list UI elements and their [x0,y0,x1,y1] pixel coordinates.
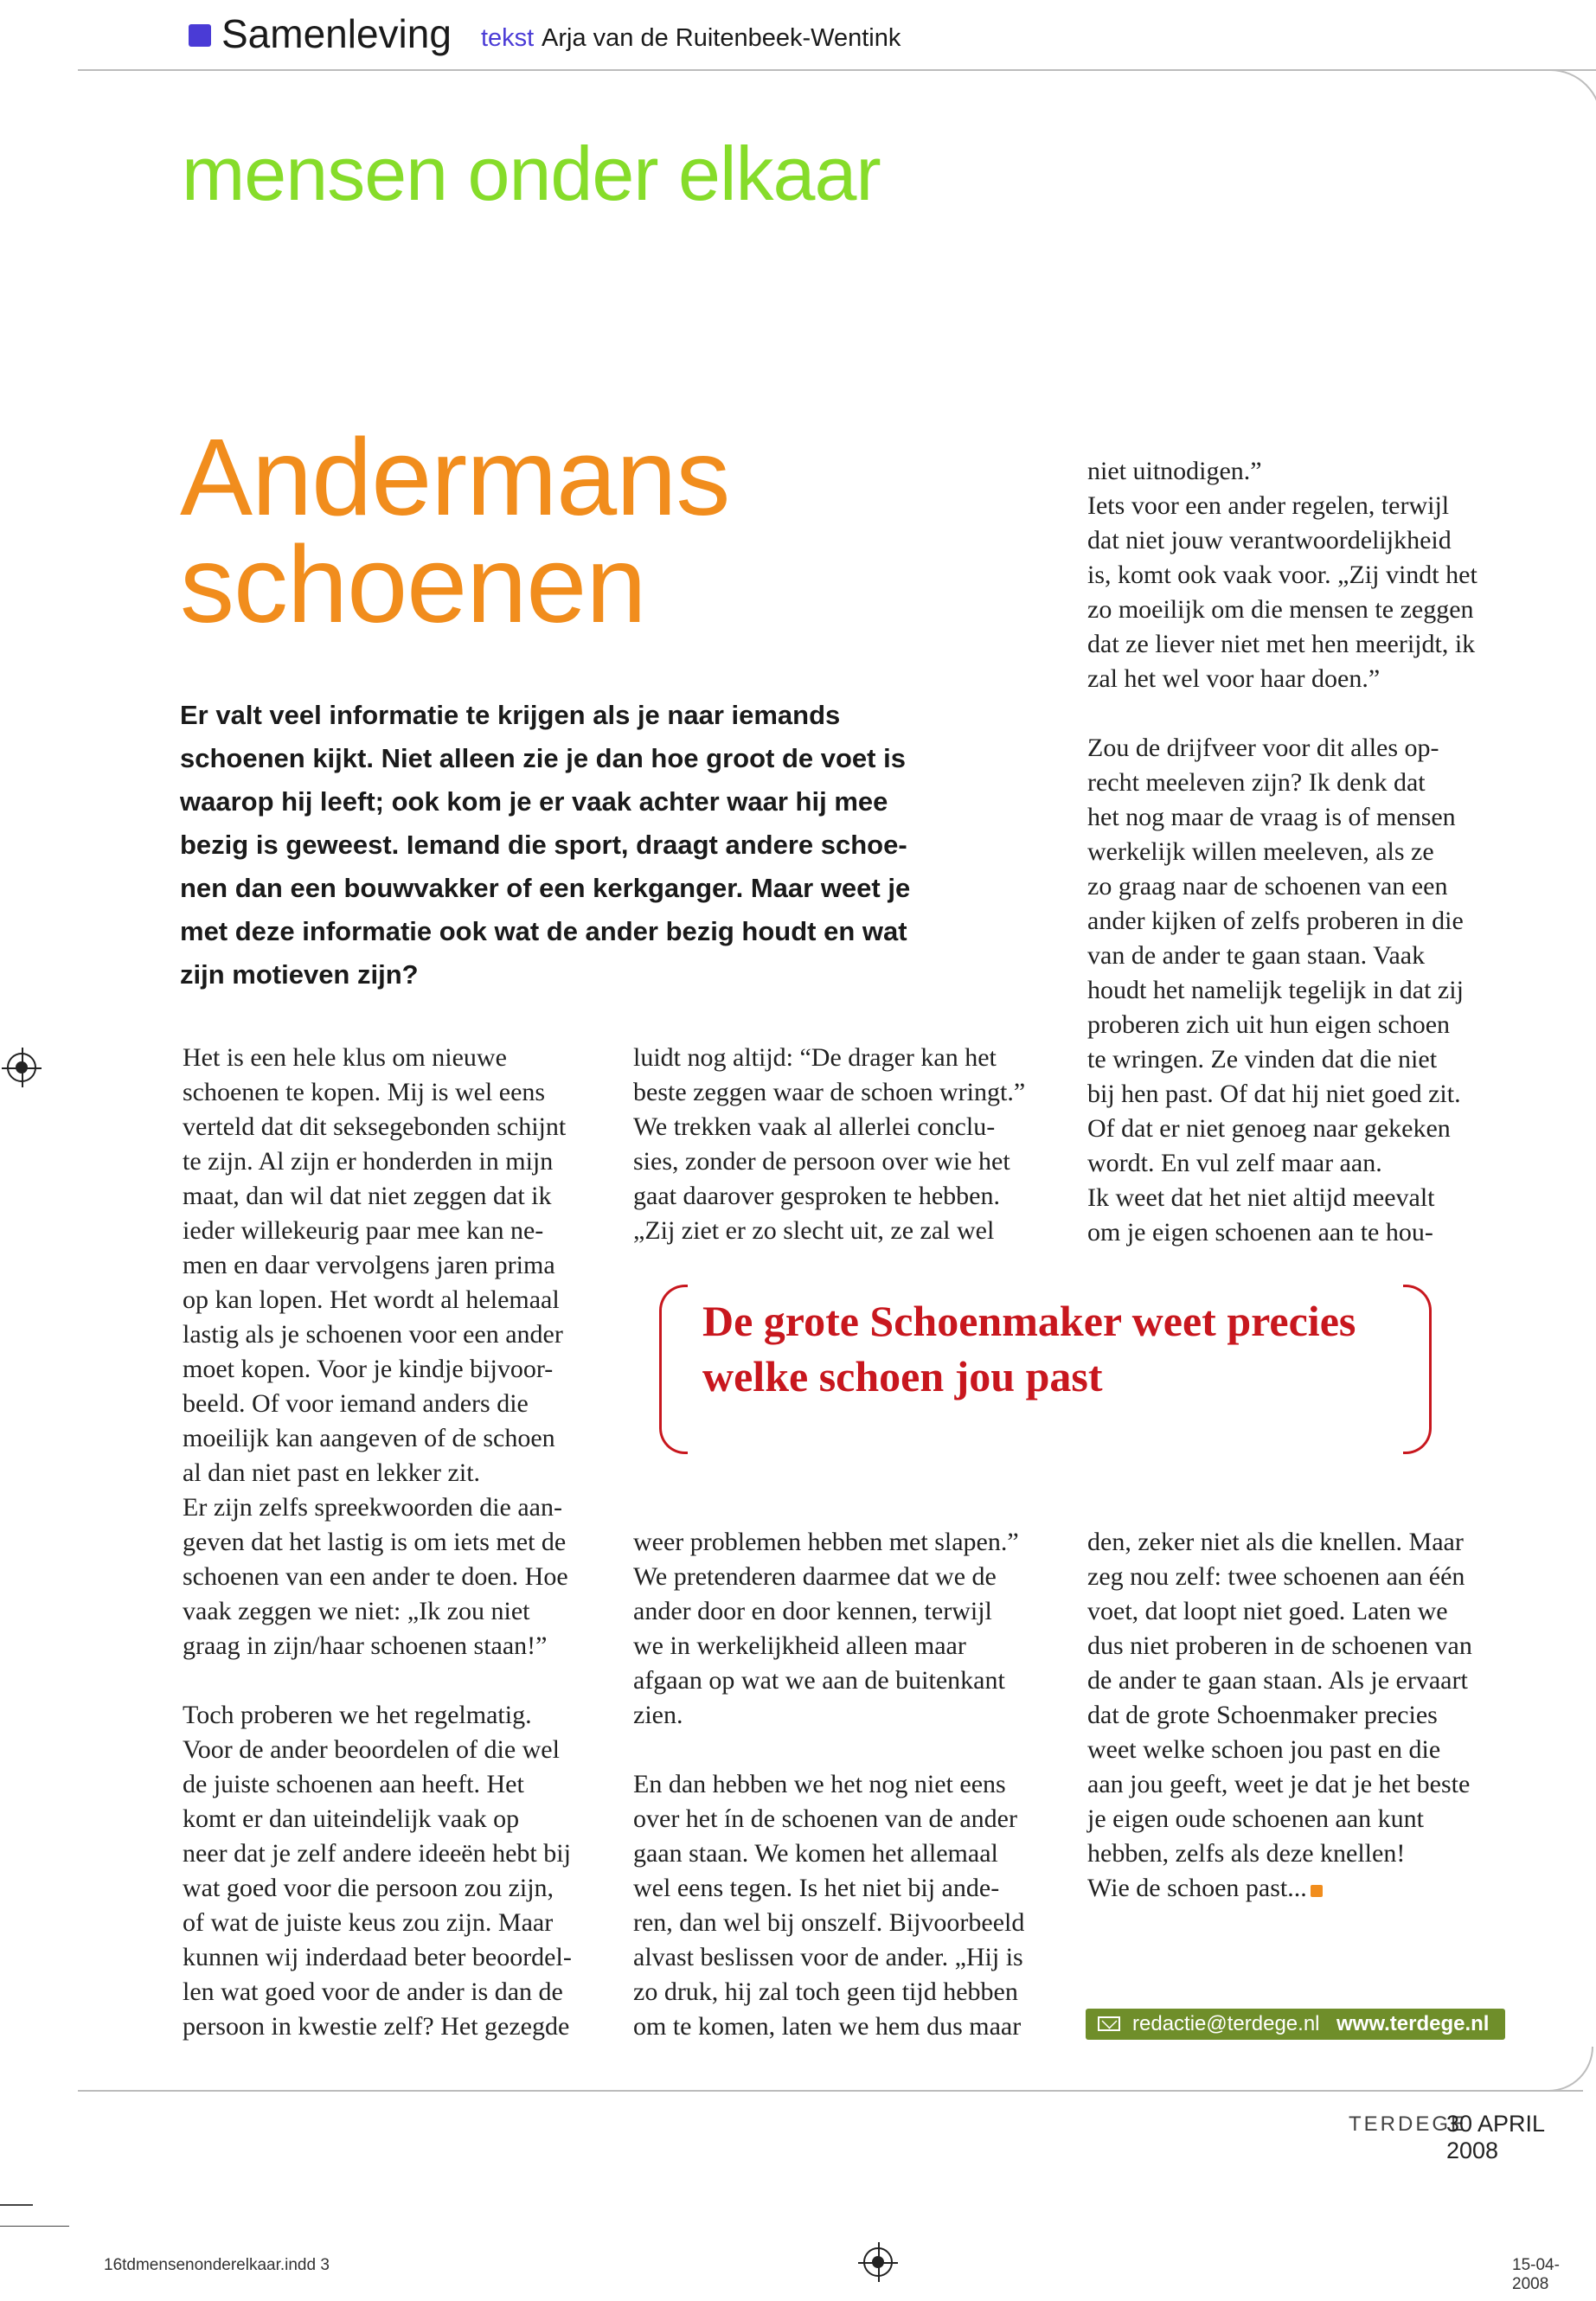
paragraph [633,1041,1066,1248]
text-line: verteld dat dit seksegebonden schijnt [183,1112,567,1141]
text-line: we in werkelijkheid alleen maar [633,1631,966,1660]
quote-bracket-left [659,1285,688,1454]
body-column-3-top [1087,454,1537,1250]
text-line: zien. [633,1701,683,1729]
header-divider [78,69,1596,71]
text-line: wordt. En vul zelf maar aan. [1087,1149,1382,1177]
text-line: neer dat je zelf andere ideeën hebt bij [183,1839,571,1868]
pull-quote-line-2: welke schoen jou past [702,1352,1103,1400]
issue-date: 30 APRIL 2008 [1446,2111,1545,2163]
footer-divider-curve [1540,2047,1593,2092]
body-column-2-top [633,1041,1066,1248]
text-line: Het is een hele klus om nieuwe [183,1043,507,1072]
text-line: den, zeker niet als die knellen. Maar [1087,1528,1464,1556]
text-line: te wringen. Ze vinden dat die niet [1087,1045,1438,1074]
contact-bar [1086,2009,1505,2040]
text-line: gaan staan. We komen het allemaal [633,1839,998,1868]
text-line: weet welke schoen jou past en die [1087,1735,1441,1764]
text-line: En dan hebben we het nog niet eens [633,1770,1006,1798]
text-line: is, komt ook vaak voor. „Zij vindt het [1087,561,1477,589]
text-line: proberen zich uit hun eigen schoen [1087,1010,1451,1039]
text-line: om je eigen schoenen aan te hou- [1087,1218,1433,1247]
paragraph [633,1525,1066,1733]
text-line: graag in zijn/haar schoenen staan!” [183,1631,548,1660]
body-column-3-bottom [1087,1525,1537,1906]
text-line: ander door en door kennen, terwijl [633,1597,992,1625]
text-line: ren, dan wel bij onszelf. Bijvoorbeeld [633,1908,1025,1937]
registration-mark-icon [7,1053,36,1082]
text-line: We pretenderen daarmee dat we de [633,1562,997,1591]
website-link[interactable]: www.terdege.nl [1336,2012,1490,2035]
text-line: len wat goed voor de ander is dan de [183,1977,563,2006]
text-line: vaak zeggen we niet: „Ik zou niet [183,1597,530,1625]
text-line: men en daar vervolgens jaren prima [183,1251,555,1279]
crop-mark [0,2204,33,2206]
text-line: afgaan op wat we aan de buitenkant [633,1666,1005,1695]
text-line: zeg nou zelf: twee schoenen aan één [1087,1562,1465,1591]
text-line: dat de grote Schoenmaker precies [1087,1701,1438,1729]
text-line: moet kopen. Voor je kindje bijvoor- [183,1355,554,1383]
text-line: al dan niet past en lekker zit. [183,1458,481,1487]
text-line: weer problemen hebben met slapen.” [633,1528,1019,1556]
text-line: over het ín de schoenen van de ander [633,1804,1017,1833]
text-line: niet uitnodigen.” [1087,457,1262,485]
paragraph [183,1698,606,2044]
text-line: „Zij ziet er zo slecht uit, ze zal wel [633,1216,995,1245]
text-line: wat goed voor die persoon zou zijn, [183,1874,554,1902]
text-line: houdt het namelijk tegelijk in dat zij [1087,976,1464,1004]
text-line: wel eens tegen. Is het niet bij ande- [633,1874,1000,1902]
paragraph [1087,454,1537,696]
pull-quote-line-1: De grote Schoenmaker weet precies [702,1297,1356,1345]
text-line: zo graag naar de schoenen van een [1087,872,1448,901]
text-line: lastig als je schoenen voor een ander [183,1320,563,1349]
text-line: moeilijk kan aangeven of de schoen [183,1424,555,1452]
paragraph [1087,731,1537,1250]
headline-line-1: Andermans [180,416,730,538]
text-line: Voor de ander beoordelen of die wel [183,1735,560,1764]
text-line: schoenen van een ander te doen. Hoe [183,1562,568,1591]
text-line: Toch proberen we het regelmatig. [183,1701,532,1729]
text-line: ieder willekeurig paar mee kan ne- [183,1216,544,1245]
mail-icon [1098,2016,1120,2031]
text-line: dat niet jouw verantwoordelijkheid [1087,526,1452,554]
text-line: gaat daarover gesproken te hebben. [633,1182,1000,1210]
text-line: Zou de drijfveer voor dit alles op- [1087,734,1439,762]
text-line: dat ze liever niet met hen meerijdt, ik [1087,630,1476,658]
text-line: voet, dat loopt niet goed. Laten we [1087,1597,1448,1625]
text-line: werkelijk willen meeleven, als ze [1087,837,1434,866]
text-line: beeld. Of voor iemand anders die [183,1389,529,1418]
text-line: zal het wel voor haar doen.” [1087,664,1381,693]
footer-divider [78,2090,1583,2092]
text-line: persoon in kwestie zelf? Het gezegde [183,2012,570,2041]
text-line: je eigen oude schoenen aan kunt [1087,1804,1425,1833]
text-line: van de ander te gaan staan. Vaak [1087,941,1426,970]
text-line: dus niet proberen in de schoenen van [1087,1631,1472,1660]
article-headline [180,416,730,645]
text-line: hebben, zelfs als deze knellen! [1087,1839,1406,1868]
text-line: om te komen, laten we hem dus maar [633,2012,1022,2041]
text-line: Iets voor een ander regelen, terwijl [1087,491,1450,520]
text-line: het nog maar de vraag is of mensen [1087,803,1456,831]
text-line: kunnen wij inderdaad beter beoordel- [183,1943,572,1971]
text-line: recht meeleven zijn? Ik denk dat [1087,768,1426,797]
rubric-title: mensen onder elkaar [182,131,881,216]
text-line: We trekken vaak al allerlei conclu- [633,1112,996,1141]
text-line: Wie de schoen past... [1087,1871,1537,1906]
paragraph [633,1767,1066,2044]
crop-mark [0,2226,69,2227]
paragraph [183,1041,606,1663]
text-line: op kan lopen. Het wordt al helemaal [183,1285,560,1314]
text-line: geven dat het lastig is om iets met de [183,1528,567,1556]
text-line: Of dat er niet genoeg naar gekeken [1087,1114,1451,1143]
text-line: beste zeggen waar de schoen wringt.” [633,1078,1026,1106]
text-line: maat, dan wil dat niet zeggen dat ik [183,1182,552,1210]
end-mark-icon [1311,1885,1323,1897]
text-line: zo druk, hij zal toch geen tijd hebben [633,1977,1018,2006]
body-column-2-bottom [633,1525,1066,2044]
text-line: komt er dan uiteindelijk vaak op [183,1804,520,1833]
text-line: alvast beslissen voor de ander. „Hij is [633,1943,1023,1971]
pull-quote [702,1293,1412,1404]
text-line: bij hen past. Of dat hij niet goed zit. [1087,1080,1461,1108]
registration-mark-icon [863,2247,893,2277]
headline-line-2: schoenen [180,523,646,645]
text-line: of wat de juiste keus zou zijn. Maar [183,1908,554,1937]
magazine-name: TERDEGE [1349,2112,1468,2136]
text-line: Ik weet dat het niet altijd meevalt [1087,1183,1435,1212]
body-column-1 [183,1041,606,2044]
text-line: sies, zonder de persoon over wie het [633,1147,1010,1176]
text-line: ander kijken of zelfs proberen in die [1087,907,1464,935]
section-marker-icon [189,24,211,47]
slug-filename: 16tdmensenonderelkaar.indd 3 [104,2256,330,2274]
slug-date: 15-04-2008 [1512,2256,1560,2293]
contact-email-link[interactable]: redactie@terdege.nl [1132,2012,1320,2035]
section-title: Samenleving [221,11,452,56]
header-divider-curve [1548,69,1596,123]
text-line: aan jou geeft, weet je dat je het beste [1087,1770,1471,1798]
text-line: te zijn. Al zijn er honderden in mijn [183,1147,554,1176]
text-line: schoenen te kopen. Mij is wel eens [183,1078,546,1106]
byline-author: Arja van de Ruitenbeek-Wentink [542,24,901,52]
byline-label: tekst [481,24,535,52]
text-line: zo moeilijk om die mensen te zeggen [1087,595,1474,624]
paragraph [1087,1525,1537,1906]
text-line: de juiste schoenen aan heeft. Het [183,1770,524,1798]
text-line: luidt nog altijd: “De drager kan het [633,1043,997,1072]
text-line: de ander te gaan staan. Als je ervaart [1087,1666,1468,1695]
article-intro: Er valt veel informatie te krijgen als je naar iemands schoenen kijkt. Niet alleen zie je dan hoe groot de voet is waarop hij leeft; ook kom je er vaak achter waar hij mee bezig is geweest. Iemand die sport, draagt andere schoe-nen dan een bouwvakker of een kerkganger. Maar weet je met deze informatie ook wat de ander bezig houdt en wat zijn motieven zijn? [180,700,911,990]
text-line: Er zijn zelfs spreekwoorden die aan- [183,1493,562,1522]
